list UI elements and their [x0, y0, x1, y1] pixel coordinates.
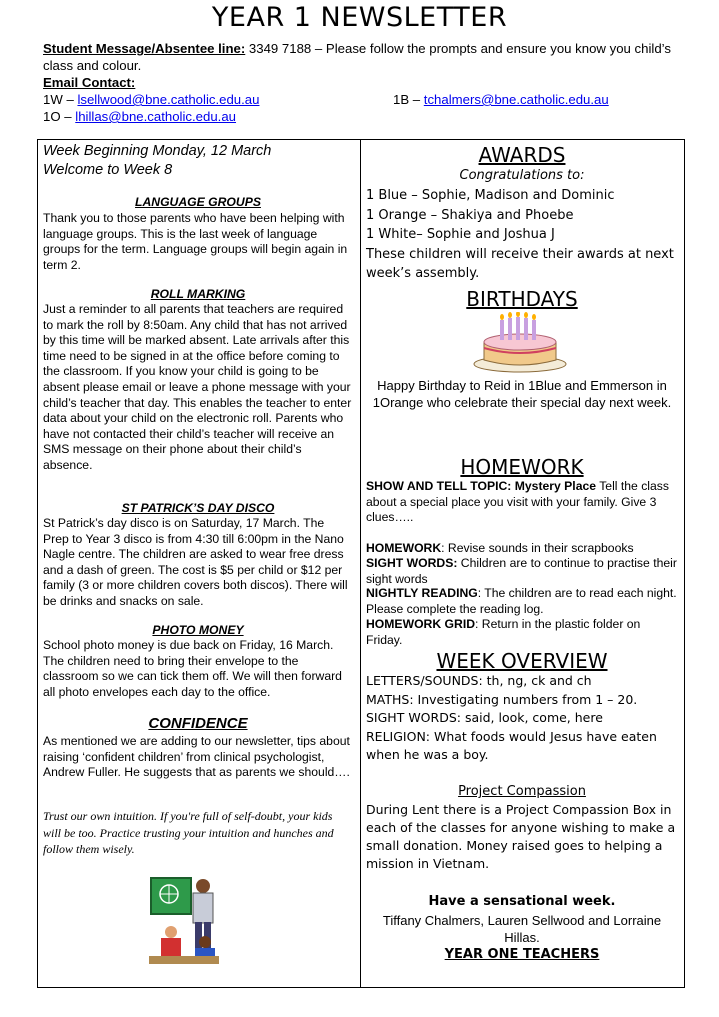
awards-list [366, 186, 678, 284]
email-row-2: 1O – lhillas@bne.catholic.edu.au [43, 109, 237, 124]
sensational-week: Have a sensational week. [428, 894, 616, 909]
nightly-reading-item: NIGHTLY READING: The children are to read each night. Please complete the reading log. [366, 586, 677, 616]
birthdays-heading: BIRTHDAYS [466, 287, 578, 311]
overview-religion: RELIGION: What foods would Jesus have eaten when he was a boy. [366, 728, 657, 762]
confidence-text: As mentioned we are adding to our newsletter, tips about raising ‘confident children’ from clinical psychologist, Andrew Fuller. He suggests that as parents we should…. [43, 734, 350, 780]
email-link-1w[interactable]: lsellwood@bne.catholic.edu.au [77, 92, 260, 107]
email-link-1o[interactable]: lhillas@bne.catholic.edu.au [75, 109, 237, 124]
award-1-blue: 1 Blue – Sophie, Madison and Dominic [366, 188, 615, 203]
absentee-label: Student Message/Absentee line: [43, 41, 246, 56]
teacher-clipart-icon [145, 872, 225, 972]
absentee-line: Student Message/Absentee line: 3349 7188 – Please follow the prompts and ensure you know you child’s class and colour. [43, 41, 671, 73]
congratulations: Congratulations to: [459, 168, 585, 183]
disco-text: St Patrick’s day disco is on Saturday, 17 March. The Prep to Year 3 disco is from 4:30 till 6:00pm in the Nano Nagle centre. The children are asked to wear free dress and a dash of green. The cost is $5 per child or $12 per family (3 or more children covers both discos). There will be drinks and snacks on sale. [43, 516, 348, 608]
week-heading: Week Beginning Monday, 12 March Welcome to Week 8 [43, 143, 272, 178]
language-groups-text: Thank you to those parents who have been helping with language groups. This is the last week of language groups for the term. Language groups will begin again in term 2. [43, 211, 348, 272]
column-divider [360, 139, 361, 987]
week-overview-heading: WEEK OVERVIEW [436, 649, 608, 673]
overview-maths: MATHS: Investigating numbers from 1 – 20. [366, 691, 638, 707]
roll-marking-heading: ROLL MARKING [150, 287, 246, 301]
contact-header [43, 40, 693, 125]
newsletter-title: YEAR 1 NEWSLETTER [211, 2, 508, 33]
show-and-tell: SHOW AND TELL TOPIC: Mystery Place Tell the class about a special place you visit with your family. Give 3 clues….. [366, 479, 669, 525]
signoff: YEAR ONE TEACHERS [444, 947, 600, 962]
photo-money-text: School photo money is due back on Friday, 16 March. The children need to bring their envelope to the classroom so we can tick them off. We will then forward all photo envelopes each day to the office. [43, 638, 342, 699]
teachers-names: Tiffany Chalmers, Lauren Sellwood and Lorraine Hillas. [382, 913, 662, 945]
confidence-heading: CONFIDENCE [148, 715, 248, 732]
awards-note: These children will receive their awards at next week’s assembly. [366, 246, 674, 281]
email-1b: 1B – tchalmers@bne.catholic.edu.au [393, 92, 609, 107]
awards-heading: AWARDS [478, 143, 566, 167]
language-groups-heading: LANGUAGE GROUPS [135, 195, 261, 209]
overview-sight-words: SIGHT WORDS: said, look, come, here [366, 710, 603, 725]
email-link-1b[interactable]: tchalmers@bne.catholic.edu.au [423, 92, 609, 107]
roll-marking-text: Just a reminder to all parents that teachers are required to mark the roll by 8:50am. Any child that has not arrived by this time will be marked absent. Late arrivals after this time need to be signed in at the office before coming to the classroom. If you know your child is going to be absent please email or leave a phone message with your child’s teacher that day. This enables the teacher to enter data about your child on the electronic roll. Parents who have not contacted their child’s teacher will receive an SMS message on their phone about their child’s absence. [43, 302, 352, 472]
confidence-quote: Trust our own intuition. If you're full of self-doubt, your kids will be too. Practice trusting your intuition and hunches and follow them wisely. [43, 809, 334, 856]
homework-heading: HOMEWORK [460, 455, 584, 479]
project-compassion-heading: Project Compassion [458, 784, 586, 799]
week-overview-list [366, 672, 678, 765]
email-row-1: 1W – lsellwood@bne.catholic.edu.au 1B – tchalmers@bne.catholic.edu.au [43, 92, 609, 107]
birthday-cake-icon [470, 312, 570, 374]
homework-item: HOMEWORK: Revise sounds in their scrapbooks [366, 541, 634, 555]
sight-words-item: SIGHT WORDS: Children are to continue to practise their sight words [366, 556, 677, 586]
email-contact-label: Email Contact: [43, 75, 136, 90]
disco-heading: ST PATRICK’S DAY DISCO [121, 501, 275, 515]
overview-letters: LETTERS/SOUNDS: th, ng, ck and ch [366, 673, 592, 688]
photo-money-heading: PHOTO MONEY [152, 623, 244, 637]
award-1-white: 1 White– Sophie and Joshua J [366, 227, 555, 242]
birthdays-text: Happy Birthday to Reid in 1Blue and Emmerson in 1Orange who celebrate their special day next week. [372, 378, 672, 410]
project-compassion-text: During Lent there is a Project Compassion Box in each of the classes for anyone wishing to make a small donation. Money raised goes to helping a mission in Vietnam. [366, 802, 676, 871]
award-1-orange: 1 Orange – Shakiya and Phoebe [366, 207, 574, 223]
homework-grid-item: HOMEWORK GRID: Return in the plastic folder on Friday. [366, 617, 641, 647]
